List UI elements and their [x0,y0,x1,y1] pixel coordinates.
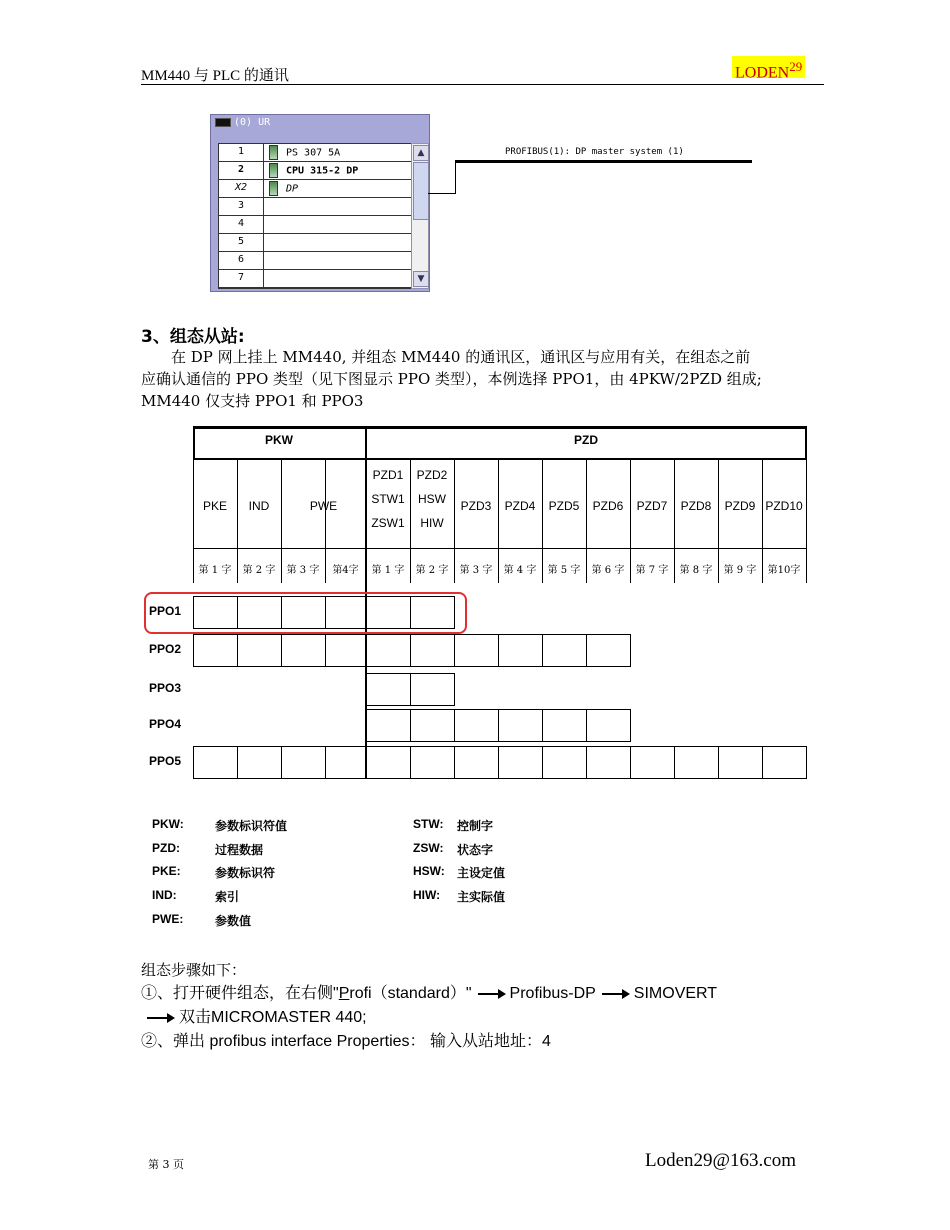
pzd-cell [410,709,455,742]
pzd-cell [674,746,719,779]
slot-divider [263,144,264,161]
pzd-cell [718,746,763,779]
slot-module [269,163,358,178]
slot-divider [263,180,264,197]
slot-scrollbar[interactable] [411,143,429,289]
pzd-cell [366,673,411,706]
module-name: CPU 315-2 DP [286,165,359,177]
word-label: 第 6 字 [591,565,625,576]
config-steps [141,958,831,1054]
slot-number: 7 [237,272,245,283]
pzd-cell [762,746,807,779]
module-name: PS 307 5A [286,147,341,159]
slot-row[interactable] [219,270,412,288]
slot-row[interactable] [219,198,412,216]
pkw-cell [325,634,367,667]
column-label: PKE [202,499,227,513]
step-1: ①、打开硬件组态，在右侧"Profi（standard）" Profibus-DP SIMOVERT [141,985,718,1002]
ppo-row-label: PPO4 [149,717,182,731]
word-label: 第 1 字 [198,565,232,576]
slot-row[interactable] [219,144,412,162]
word-label: 第 7 字 [635,565,669,576]
pkw-cell [237,634,282,667]
column-label: PZD7 [636,499,668,513]
paragraph-line-2: 应确认通信的 PPO 类型（见下图显示 PPO 类型），本例选择 PPO1，由 4PKW/2PZD 组成; [141,370,762,388]
word-label: 第10字 [767,565,801,576]
ppo-row-label: PPO5 [149,754,182,768]
section-paragraph [141,346,826,412]
profibus-bus-line [455,160,752,163]
pzd-cell [410,673,455,706]
logo-superscript: 29 [789,59,803,74]
paragraph-line-1: 在 DP 网上挂上 MM440, 并组态 MM440 的通讯区，通讯区与应用有关，在组态之前 [171,348,751,366]
header-row-divider [193,548,807,549]
word-label: 第 8 字 [679,565,713,576]
pkw-group-header: PKW [265,433,293,447]
pzd-cell [454,746,499,779]
pkw-cell [281,746,326,779]
arrow-icon [147,1017,173,1019]
pzd-group-header: PZD [574,433,598,447]
slot-row[interactable] [219,234,412,252]
legend-value: 状态字 [457,843,494,857]
column-label: PZD5 [548,499,580,513]
legend-value: 控制字 [457,819,494,833]
pzd-cell [586,746,631,779]
legend-key: HIW: [413,888,441,902]
column-label: PZD2 HSW HIW [416,468,448,530]
pzd-cell [410,634,455,667]
profibus-label: PROFIBUS(1): DP master system (1) [505,147,684,157]
column-label: PZD3 [460,499,492,513]
page-number: 第 3 页 [148,1158,184,1171]
pzd-cell [630,746,675,779]
arrow-icon [602,993,628,995]
pzd-cell [542,746,587,779]
table-top-border [193,426,807,429]
word-label: 第4字 [332,565,359,576]
legend-key: IND: [152,888,177,902]
module-icon [269,145,278,160]
module-icon [269,181,278,196]
scroll-down-button[interactable]: ▼ [413,271,429,287]
ppo-row-label: PPO2 [149,642,182,656]
word-label: 第 2 字 [415,565,449,576]
ppo1-highlight [144,592,467,634]
slot-divider [263,252,264,269]
pzd-cell [586,709,631,742]
word-label: 第 3 字 [286,565,320,576]
pzd-cell [542,634,587,667]
profibus-connector-vertical [455,160,456,193]
section-heading: 3、组态从站: [141,327,245,347]
legend-key: PZD: [152,841,180,855]
profibus-connector-horizontal [428,193,456,194]
pzd-cell [454,709,499,742]
column-label: PZD9 [724,499,756,513]
footer-email: Loden29@163.com [645,1150,796,1171]
table-right-border [805,426,807,460]
step-2: ②、弹出 profibus interface Properties： 输入从站地址：4 [141,1033,551,1050]
legend-key: PKW: [152,817,184,831]
slot-divider [263,162,264,179]
legend-key: ZSW: [413,841,444,855]
pzd-cell [410,746,455,779]
slot-divider [263,234,264,251]
slot-number: 1 [237,146,245,157]
legend-value: 索引 [215,890,240,904]
pzd-cell [366,709,411,742]
legend-value: 过程数据 [215,843,264,857]
word-label: 第 5 字 [547,565,581,576]
slot-module [269,145,340,160]
slot-number: 3 [237,200,245,211]
slot-number: X2 [234,182,248,193]
column-label: PZD8 [680,499,712,513]
slot-divider [263,198,264,215]
pzd-cell [542,709,587,742]
module-icon [269,163,278,178]
pzd-cell [498,746,543,779]
arrow-icon [478,993,504,995]
paragraph-line-3: MM440 仅支持 PPO1 和 PPO3 [141,392,364,410]
document-title: MM440 与 PLC 的通讯 [141,68,289,84]
header-rule [141,84,824,85]
slot-row[interactable] [219,162,412,180]
steps-intro: 组态步骤如下： [141,961,247,979]
pkw-cell [193,634,238,667]
pzd-cell [366,634,411,667]
legend-key: HSW: [413,864,445,878]
legend-value: 主设定值 [457,866,506,880]
ppo-row-label: PPO1 [149,604,182,618]
column-label: PZD4 [504,499,536,513]
rack-icon [215,118,231,127]
pzd-cell [454,634,499,667]
legend-value: 参数标识符值 [215,819,288,833]
module-name: DP [286,183,299,195]
hardware-rack-window [210,114,430,292]
legend-value: 参数标识符 [215,866,276,880]
pzd-cell [498,634,543,667]
slot-module [269,181,298,196]
column-label: IND [248,499,270,513]
legend-value: 参数值 [215,914,252,928]
slot-row[interactable] [219,216,412,234]
pkw-cell [325,746,367,779]
word-label: 第 3 字 [459,565,493,576]
legend-key: PKE: [152,864,181,878]
scroll-thumb[interactable] [413,162,429,220]
column-label: PZD6 [592,499,624,513]
column-label: PZD10 [765,499,803,513]
pkw-cell [237,746,282,779]
scroll-up-button[interactable]: ▲ [413,145,429,161]
slot-number: 2 [237,164,245,175]
word-label: 第 9 字 [723,565,757,576]
slot-table [218,143,413,289]
rack-title: (0) UR [215,117,270,128]
slot-number: 4 [237,218,245,229]
pkw-cell [281,634,326,667]
group-bottom-border [193,458,807,460]
pzd-cell [366,746,411,779]
word-label: 第 1 字 [371,565,405,576]
loden-logo [732,56,805,82]
slot-number: 6 [237,254,245,265]
column-label: PZD1 STW1 ZSW1 [371,468,405,530]
legend-value: 主实际值 [457,890,506,904]
word-label: 第 2 字 [242,565,276,576]
step-1-cont: 双击MICROMASTER 440; [141,1006,831,1030]
ppo-row-label: PPO3 [149,681,182,695]
word-label: 第 4 字 [503,565,537,576]
legend-key: PWE: [152,912,184,926]
pzd-cell [498,709,543,742]
pzd-cell [586,634,631,667]
slot-row[interactable] [219,180,412,198]
column-divider [806,460,807,583]
column-label: PWE [309,499,338,513]
pkw-cell [193,746,238,779]
logo-text: LODEN [735,64,790,82]
slot-divider [263,270,264,287]
legend-key: STW: [413,817,444,831]
slot-number: 5 [237,236,245,247]
slot-row[interactable] [219,252,412,270]
slot-divider [263,216,264,233]
